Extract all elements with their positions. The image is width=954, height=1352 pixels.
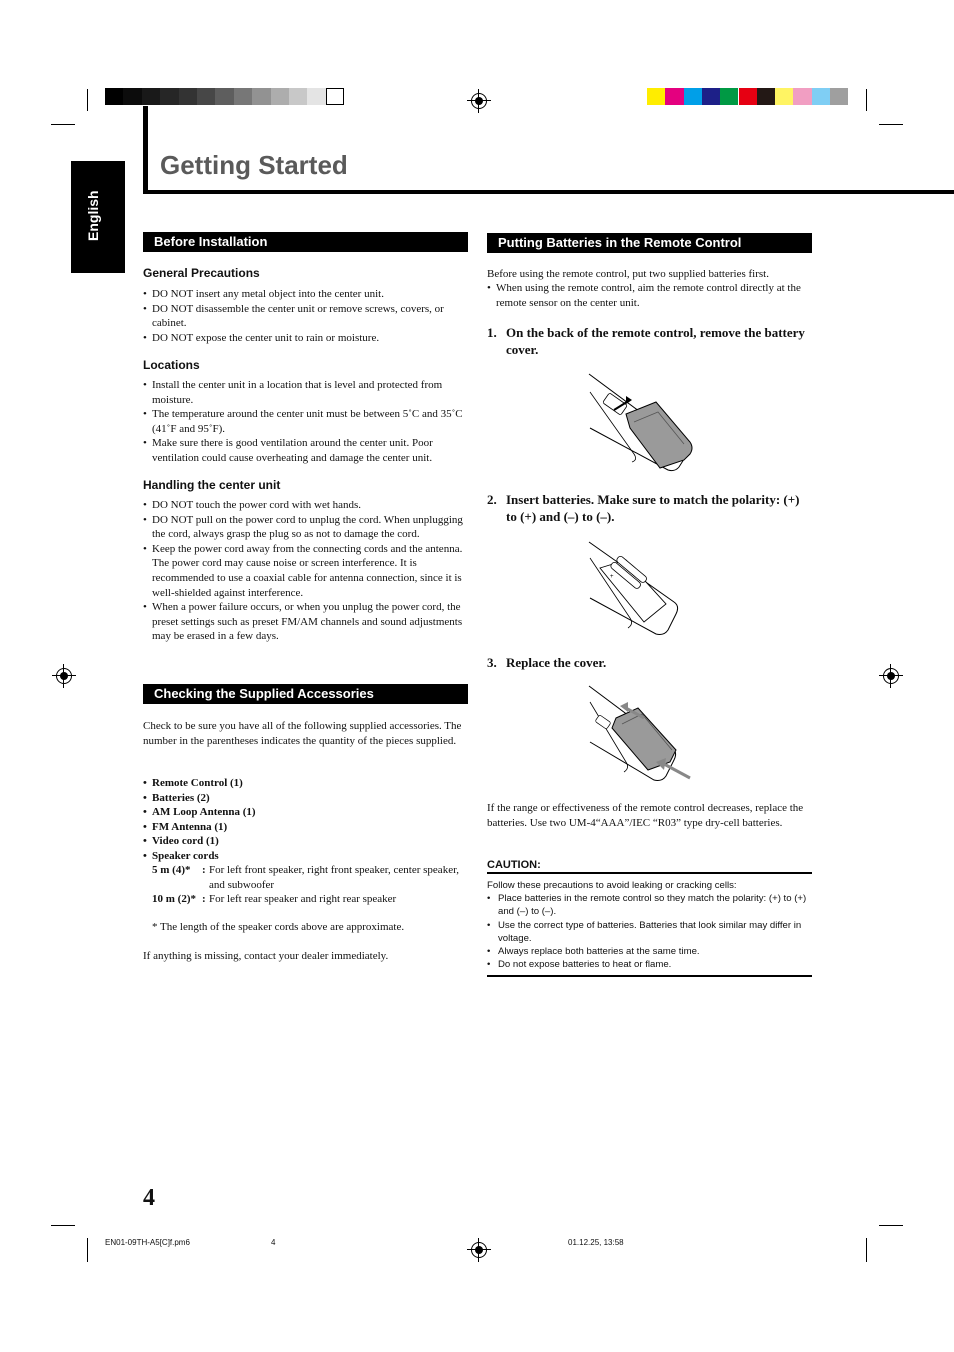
step-text: On the back of the remote control, remove the battery cover. — [506, 325, 805, 357]
caution-title: CAUTION: — [487, 859, 541, 871]
registration-mark-icon — [471, 1242, 487, 1258]
general-precautions-list — [143, 287, 468, 345]
accessories-list — [143, 776, 468, 864]
gray-swatch — [160, 88, 178, 105]
crop-mark — [866, 1238, 867, 1262]
missing-note: If anything is missing, contact your dealer immediately. — [143, 950, 389, 962]
registration-mark-icon — [883, 668, 899, 684]
gray-swatch — [252, 88, 270, 105]
gray-swatch — [179, 88, 197, 105]
color-swatch — [830, 88, 848, 105]
gray-swatch — [326, 88, 344, 105]
gray-swatch — [271, 88, 289, 105]
cord-separator: : — [202, 893, 206, 905]
gray-swatch — [289, 88, 307, 105]
cord-label: 5 m (4)* — [152, 864, 191, 876]
gray-swatch — [142, 88, 160, 105]
locations-list — [143, 378, 468, 466]
registration-mark-icon — [56, 668, 72, 684]
handling-list — [143, 498, 468, 644]
list-item: • When a power failure occurs, or when you unplug the power cord, the preset settings such as preset FM/AM channels and sound adjustments may be erased in a few days. — [143, 600, 468, 644]
accessories-intro: Check to be sure you have all of the following supplied accessories. The number in the parentheses indicates the quantity of the pieces supplied. — [143, 720, 462, 747]
caution-intro: Follow these precautions to avoid leaking or cracking cells: — [487, 880, 737, 891]
gray-swatch — [215, 88, 233, 105]
caution-box — [487, 872, 812, 977]
page-number: 4 — [143, 1185, 155, 1211]
list-item: • DO NOT touch the power cord with wet hands. — [143, 498, 468, 513]
language-tab-label: English — [85, 190, 101, 241]
cord-desc: For left rear speaker and right rear speaker — [209, 893, 397, 905]
step-1 — [487, 324, 812, 358]
list-item: • FM Antenna (1) — [143, 820, 468, 835]
insert-batteries-illustration — [586, 538, 682, 646]
color-swatch — [720, 88, 738, 105]
registration-mark-icon — [471, 93, 487, 109]
batteries-intro-list — [487, 281, 812, 310]
crop-mark — [51, 124, 75, 125]
list-item: • Keep the power cord away from the connecting cords and the antenna. The power cord may cause noise or screen interference. It is recommended to use a coaxial cable for antenna connection, since it is well-shielded against interference. — [143, 542, 468, 600]
section-heading-before-installation: Before Installation — [143, 232, 468, 252]
crop-mark — [879, 124, 903, 125]
speaker-cord-5m — [152, 863, 468, 892]
crop-mark — [87, 1238, 88, 1262]
gray-swatch — [234, 88, 252, 105]
list-item: • When using the remote control, aim the remote control directly at the remote sensor on the center unit. — [487, 281, 812, 310]
list-item: • Place batteries in the remote control so they match the polarity: (+) to (+) and (–) to (–). — [487, 892, 812, 918]
list-item: • Use the correct type of batteries. Batteries that look similar may differ in voltage. — [487, 919, 812, 945]
gray-swatch — [105, 88, 123, 105]
list-item: • DO NOT expose the center unit to rain or moisture. — [143, 331, 468, 346]
step-text: Insert batteries. Make sure to match the polarity: (+) to (+) and (–) to (–). — [506, 492, 800, 524]
crop-mark — [866, 89, 867, 111]
subheading-general-precautions: General Precautions — [143, 266, 260, 280]
color-swatch — [647, 88, 665, 105]
gray-swatch — [197, 88, 215, 105]
color-swatch — [702, 88, 720, 105]
list-item: • Batteries (2) — [143, 791, 468, 806]
gray-swatch — [123, 88, 141, 105]
remove-cover-illustration — [586, 370, 698, 476]
footer-page: 4 — [271, 1238, 276, 1247]
speaker-cord-10m — [152, 892, 468, 907]
cord-separator: : — [202, 864, 206, 876]
crop-mark — [87, 89, 88, 111]
step-number: 1. — [487, 325, 497, 340]
color-swatch — [775, 88, 793, 105]
svg-text:+: + — [610, 574, 614, 580]
color-swatch — [812, 88, 830, 105]
title-rule-vertical — [143, 106, 148, 192]
color-swatch — [739, 88, 757, 105]
crop-mark — [879, 1225, 903, 1226]
step-3 — [487, 654, 812, 671]
list-item: • Remote Control (1) — [143, 776, 468, 791]
caution-list — [487, 892, 812, 971]
batteries-intro: Before using the remote control, put two supplied batteries first. — [487, 268, 769, 280]
list-item: • AM Loop Antenna (1) — [143, 805, 468, 820]
cord-footnote: * The length of the speaker cords above are approximate. — [152, 921, 405, 933]
list-item: • Speaker cords — [143, 849, 468, 864]
section-heading-batteries: Putting Batteries in the Remote Control — [487, 233, 812, 253]
replace-batteries-note: If the range or effectiveness of the remote control decreases, replace the batteries. Use two UM-4“AAA”/IEC “R03” type dry-cell batteries. — [487, 802, 804, 829]
replace-cover-illustration — [586, 684, 692, 792]
list-item: • DO NOT disassemble the center unit or remove screws, covers, or cabinet. — [143, 302, 468, 331]
list-item: • Video cord (1) — [143, 834, 468, 849]
page-title: Getting Started — [160, 150, 348, 180]
list-item: • The temperature around the center unit must be between 5˚C and 35˚C (41˚F and 95˚F). — [143, 407, 468, 436]
list-item: • Always replace both batteries at the same time. — [487, 945, 812, 958]
color-swatch — [665, 88, 683, 105]
step-number: 2. — [487, 492, 497, 507]
list-item: • DO NOT insert any metal object into the center unit. — [143, 287, 468, 302]
list-item: • Make sure there is good ventilation around the center unit. Poor ventilation could cause overheating and damage the center unit. — [143, 436, 468, 465]
footer-date: 01.12.25, 13:58 — [568, 1238, 624, 1247]
color-swatch — [757, 88, 775, 105]
cord-label: 10 m (2)* — [152, 893, 196, 905]
cord-desc: For left front speaker, right front speaker, center speaker, and subwoofer — [209, 864, 460, 891]
subheading-handling: Handling the center unit — [143, 478, 281, 492]
language-tab — [71, 161, 125, 273]
list-item: • DO NOT pull on the power cord to unplug the cord. When unplugging the cord, always grasp the plug so as not to damage the cord. — [143, 513, 468, 542]
gray-swatch — [307, 88, 325, 105]
step-2 — [487, 491, 812, 525]
list-item: • Install the center unit in a location that is level and protected from moisture. — [143, 378, 468, 407]
step-text: Replace the cover. — [506, 655, 607, 670]
list-item: • Do not expose batteries to heat or flame. — [487, 958, 812, 971]
footer-filename: EN01-09TH-A5[C]f.pm6 — [105, 1238, 190, 1247]
color-swatch — [793, 88, 811, 105]
step-number: 3. — [487, 655, 497, 670]
crop-mark — [51, 1225, 75, 1226]
section-heading-accessories: Checking the Supplied Accessories — [143, 684, 468, 704]
subheading-locations: Locations — [143, 358, 200, 372]
color-swatch — [684, 88, 702, 105]
title-rule-horizontal — [143, 190, 954, 194]
